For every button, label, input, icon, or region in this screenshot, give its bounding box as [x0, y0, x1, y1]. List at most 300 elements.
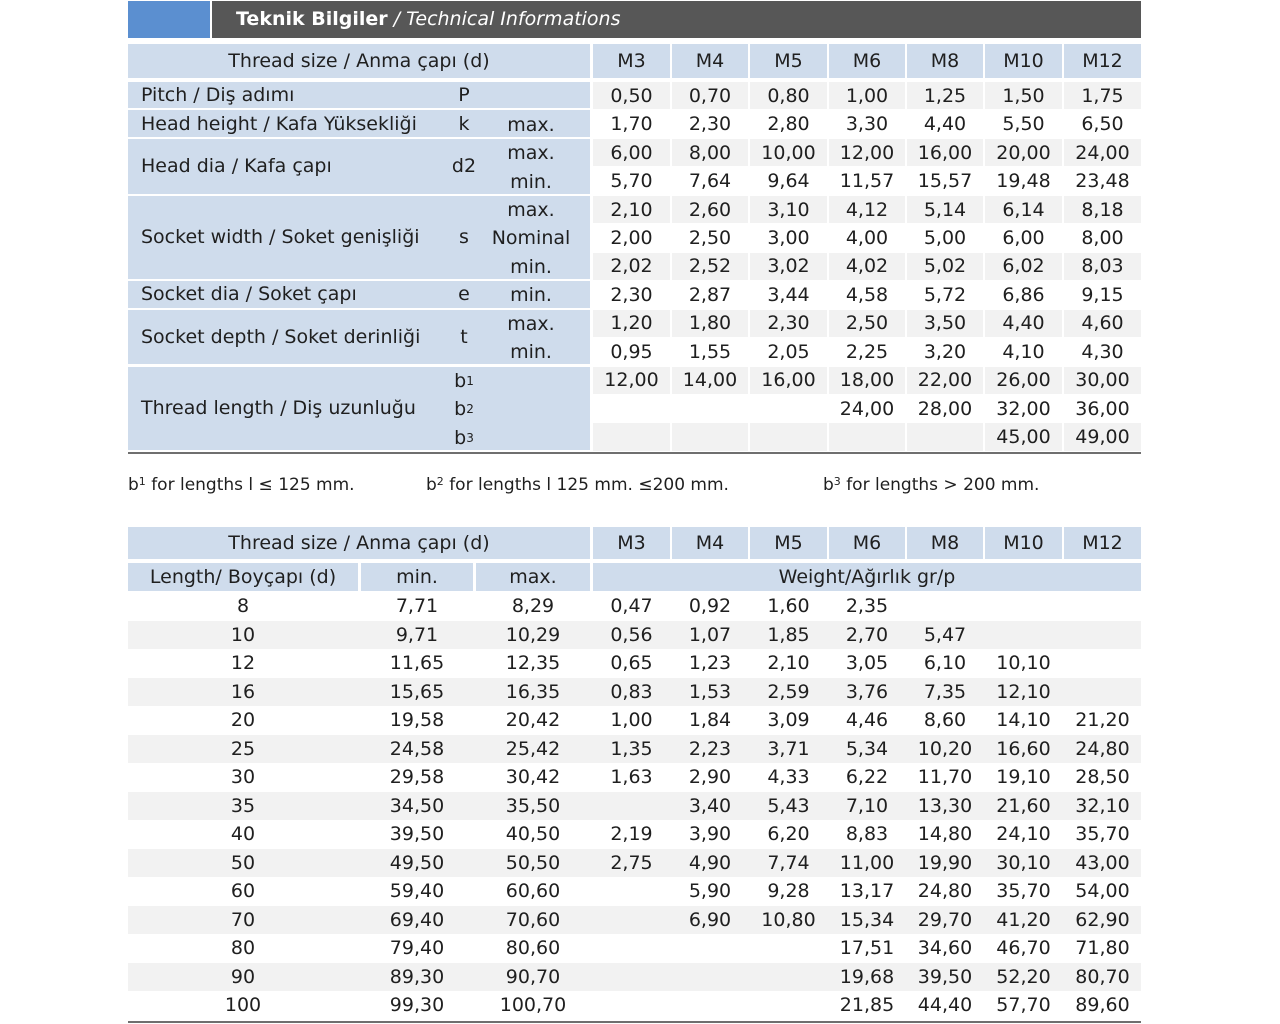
weight-cell: 28,50 — [1075, 766, 1130, 789]
value-cell: 2,10 — [593, 196, 670, 223]
weight-cell — [1064, 649, 1141, 678]
note-b1 — [128, 475, 355, 495]
value-cell: 2,30 — [688, 113, 732, 136]
value-cell: 6,00 — [593, 139, 670, 166]
value-cell: 0,70 — [672, 82, 748, 109]
value-cell: 8,03 — [1064, 253, 1141, 280]
value-cell: 2,02 — [593, 253, 670, 280]
weight-cell: 2,19 — [610, 823, 653, 846]
value-cell: 1,75 — [1064, 82, 1141, 109]
value-cell: 5,00 — [923, 226, 967, 249]
weight-cell: 16,60 — [996, 737, 1051, 760]
value-cell — [750, 395, 827, 422]
weight-cell — [672, 991, 748, 1020]
note-text: for lengths l 125 mm. ≤200 mm. — [443, 475, 729, 495]
value-cell: 3,30 — [845, 113, 889, 136]
weight-cell: 1,60 — [767, 595, 810, 618]
weight-cell: 1,63 — [610, 766, 653, 789]
weight-cell: 7,74 — [767, 851, 810, 874]
weight-cell: 2,70 — [845, 623, 889, 646]
weight-cell: 10,80 — [761, 908, 816, 931]
value-cell: 2,50 — [688, 226, 732, 249]
weight-cell: 43,00 — [1075, 851, 1130, 874]
header-title-en: / Technical Informations — [387, 8, 621, 30]
weight-cell: 2,23 — [688, 737, 732, 760]
param-label: Socket width / Soket genişliği — [128, 196, 590, 279]
length-cell: 50 — [230, 851, 256, 874]
weight-cell: 1,84 — [688, 709, 732, 732]
max-cell: 90,70 — [505, 965, 561, 988]
value-cell — [593, 423, 670, 450]
weight-cell: 89,60 — [1075, 994, 1130, 1017]
weight-cell: 2,10 — [767, 652, 810, 675]
weight-cell — [1064, 621, 1141, 650]
weight-cell: 9,28 — [767, 880, 810, 903]
weight-cell: 5,43 — [767, 794, 810, 817]
weight-cell: 2,59 — [767, 680, 810, 703]
note-b2 — [426, 475, 729, 495]
value-cell — [829, 423, 905, 450]
note-text: for lengths l ≤ 125 mm. — [145, 475, 355, 495]
weight-cell: 44,40 — [917, 994, 973, 1017]
value-cell: 12,00 — [829, 139, 905, 166]
size-header-m4: M4 — [672, 527, 748, 559]
param-label: Socket dia / Soket çapı — [128, 281, 590, 307]
weight-cell: 0,83 — [610, 680, 653, 703]
value-cell — [907, 423, 983, 450]
thread-size-label: Thread size / Anma çapı (d) — [128, 527, 590, 559]
weight-cell: 19,68 — [839, 965, 895, 988]
min-cell: 39,50 — [389, 823, 445, 846]
max-cell: 50,50 — [505, 851, 561, 874]
weight-cell: 2,35 — [845, 595, 889, 618]
value-cell: 14,00 — [672, 367, 748, 394]
weight-cell — [985, 621, 1062, 650]
thread-length-label: Thread length / Diş uzunluğu — [128, 367, 590, 450]
min-cell: 59,40 — [389, 880, 445, 903]
value-cell: 10,00 — [750, 139, 827, 166]
weight-cell: 0,65 — [610, 652, 653, 675]
weight-cell: 7,10 — [845, 794, 889, 817]
param-qualifier: min. — [510, 284, 552, 307]
weight-cell: 2,75 — [610, 851, 653, 874]
value-cell: 6,14 — [985, 196, 1062, 223]
weight-cell: 62,90 — [1075, 908, 1130, 931]
length-cell: 35 — [230, 794, 256, 817]
value-cell: 2,50 — [829, 310, 905, 337]
param-qualifier: min. — [510, 341, 552, 364]
size-header-m5: M5 — [750, 527, 827, 559]
weight-cell: 24,10 — [996, 823, 1051, 846]
weight-cell: 0,92 — [688, 595, 732, 618]
weight-cell: 11,00 — [839, 851, 895, 874]
weight-cell — [593, 792, 670, 821]
length-cell: 20 — [230, 709, 256, 732]
value-cell: 6,02 — [985, 253, 1062, 280]
value-cell: 5,70 — [610, 170, 653, 193]
min-cell: 49,50 — [389, 851, 445, 874]
table-bottom-rule — [128, 452, 1141, 454]
length-cell: 100 — [224, 994, 262, 1017]
length-cell: 90 — [230, 965, 256, 988]
weight-cell: 39,50 — [917, 965, 973, 988]
min-cell: 89,30 — [389, 965, 445, 988]
value-cell: 1,20 — [593, 310, 670, 337]
max-cell: 40,50 — [505, 823, 561, 846]
weight-cell: 7,35 — [923, 680, 967, 703]
min-cell: 24,58 — [389, 737, 445, 760]
weight-cell: 14,10 — [996, 709, 1051, 732]
weight-cell: 46,70 — [996, 937, 1051, 960]
weight-cell — [672, 934, 748, 963]
weight-cell: 10,10 — [996, 652, 1051, 675]
min-cell: 69,40 — [389, 908, 445, 931]
weight-cell: 29,70 — [917, 908, 973, 931]
weight-cell: 52,20 — [996, 965, 1051, 988]
param-qualifier: Nominal — [491, 227, 571, 250]
value-cell: 2,30 — [750, 310, 827, 337]
param-qualifier: min. — [510, 170, 552, 193]
value-cell: 2,80 — [767, 113, 810, 136]
value-cell: 0,80 — [750, 82, 827, 109]
value-cell — [672, 395, 748, 422]
note-text: for lengths > 200 mm. — [840, 475, 1040, 495]
value-cell: 2,52 — [672, 253, 748, 280]
value-cell: 0,95 — [610, 340, 653, 363]
value-cell: 24,00 — [1064, 139, 1141, 166]
thread-length-symbol-base: b — [454, 426, 467, 449]
min-header: min. — [361, 563, 473, 591]
max-cell: 20,42 — [505, 709, 561, 732]
weight-cell: 3,71 — [767, 737, 810, 760]
max-cell: 30,42 — [505, 766, 561, 789]
max-header: max. — [476, 563, 590, 591]
max-cell: 60,60 — [505, 880, 561, 903]
weight-cell: 6,10 — [923, 652, 967, 675]
max-cell: 35,50 — [505, 794, 561, 817]
weight-cell: 24,80 — [1075, 737, 1130, 760]
value-cell — [672, 423, 748, 450]
value-cell: 3,50 — [907, 310, 983, 337]
value-cell: 4,58 — [845, 283, 889, 306]
weight-cell — [750, 934, 827, 963]
weight-cell: 57,70 — [996, 994, 1051, 1017]
max-cell: 12,35 — [505, 652, 561, 675]
header-title-tr: Teknik Bilgiler — [236, 8, 388, 30]
header-accent-block — [128, 1, 210, 38]
max-cell: 8,29 — [511, 595, 555, 618]
value-cell: 3,10 — [750, 196, 827, 223]
weight-cell: 13,17 — [839, 880, 895, 903]
length-cell: 80 — [230, 937, 256, 960]
weight-cell: 15,34 — [839, 908, 895, 931]
max-cell: 16,35 — [505, 680, 561, 703]
note-symbol: b — [426, 475, 437, 495]
value-cell: 4,60 — [1064, 310, 1141, 337]
value-cell: 7,64 — [688, 170, 732, 193]
size-header-m10: M10 — [985, 44, 1062, 78]
weight-header: Weight/Ağırlık gr/p — [593, 563, 1141, 591]
param-symbol: t — [460, 326, 468, 349]
weight-cell — [593, 906, 670, 935]
weight-cell: 41,20 — [996, 908, 1051, 931]
param-symbol: d2 — [451, 155, 477, 178]
weight-cell: 11,70 — [917, 766, 973, 789]
note-symbol: b — [823, 475, 834, 495]
weight-cell: 1,85 — [767, 623, 810, 646]
weight-cell: 8,83 — [845, 823, 889, 846]
size-header-m3: M3 — [593, 527, 670, 559]
weight-cell — [750, 963, 827, 992]
thread-length-symbol — [444, 423, 484, 451]
value-cell: 5,50 — [1002, 113, 1045, 136]
weight-cell — [1064, 678, 1141, 707]
value-cell: 16,00 — [750, 367, 827, 394]
value-cell: 4,30 — [1081, 340, 1124, 363]
value-cell: 4,10 — [1002, 340, 1045, 363]
weight-cell — [907, 592, 983, 621]
weight-cell: 19,10 — [996, 766, 1051, 789]
weight-cell: 1,23 — [688, 652, 732, 675]
value-cell: 15,57 — [917, 170, 973, 193]
length-cell: 70 — [230, 908, 256, 931]
value-cell: 1,00 — [829, 82, 905, 109]
max-cell: 80,60 — [505, 937, 561, 960]
min-cell: 99,30 — [389, 994, 445, 1017]
value-cell: 45,00 — [985, 423, 1062, 450]
param-label: Head dia / Kafa çapı — [128, 139, 590, 194]
weight-cell: 0,47 — [610, 595, 653, 618]
max-cell: 100,70 — [499, 994, 567, 1017]
value-cell — [750, 423, 827, 450]
value-cell: 8,00 — [672, 139, 748, 166]
param-qualifier: min. — [510, 255, 552, 278]
weight-cell: 6,22 — [845, 766, 889, 789]
length-cell: 12 — [230, 652, 256, 675]
value-cell: 12,00 — [593, 367, 670, 394]
thread-length-symbol-base: b — [454, 398, 467, 421]
value-cell: 5,14 — [907, 196, 983, 223]
weight-cell: 5,34 — [845, 737, 889, 760]
weight-cell: 80,70 — [1075, 965, 1130, 988]
weight-cell: 2,90 — [688, 766, 732, 789]
value-cell: 18,00 — [829, 367, 905, 394]
value-cell: 26,00 — [985, 367, 1062, 394]
value-cell: 49,00 — [1064, 423, 1141, 450]
value-cell: 16,00 — [907, 139, 983, 166]
note-sup: 1 — [138, 475, 146, 488]
weight-cell: 4,46 — [845, 709, 889, 732]
header-bar — [212, 1, 1141, 38]
thread-size-label: Thread size / Anma çapı (d) — [128, 44, 590, 78]
value-cell: 9,15 — [1081, 283, 1124, 306]
value-cell: 6,00 — [1002, 226, 1045, 249]
thread-length-symbol — [444, 367, 484, 395]
value-cell: 4,40 — [985, 310, 1062, 337]
value-cell: 4,40 — [923, 113, 967, 136]
value-cell: 2,30 — [610, 283, 653, 306]
weight-cell — [1064, 592, 1141, 621]
weight-cell: 8,60 — [923, 709, 967, 732]
value-cell: 24,00 — [839, 397, 895, 420]
weight-cell: 21,85 — [839, 994, 895, 1017]
min-cell: 79,40 — [389, 937, 445, 960]
value-cell: 1,25 — [907, 82, 983, 109]
param-qualifier: max. — [507, 199, 555, 222]
weight-cell: 54,00 — [1075, 880, 1130, 903]
weight-cell: 10,20 — [917, 737, 973, 760]
min-cell: 15,65 — [389, 680, 445, 703]
value-cell: 9,64 — [767, 170, 810, 193]
weight-cell: 4,33 — [767, 766, 810, 789]
weight-cell: 19,90 — [917, 851, 973, 874]
weight-cell: 1,07 — [688, 623, 732, 646]
weight-cell: 30,10 — [996, 851, 1051, 874]
param-label: Socket depth / Soket derinliği — [128, 310, 590, 365]
min-cell: 7,71 — [395, 595, 439, 618]
weight-cell — [672, 963, 748, 992]
weight-cell — [593, 991, 670, 1020]
note-sup: 3 — [833, 475, 841, 488]
weight-cell: 21,60 — [996, 794, 1051, 817]
thread-length-symbol-base: b — [454, 369, 467, 392]
value-cell: 2,25 — [845, 340, 889, 363]
weight-cell: 1,53 — [688, 680, 732, 703]
weight-cell: 6,20 — [767, 823, 810, 846]
weight-cell: 3,40 — [688, 794, 732, 817]
value-cell: 1,50 — [985, 82, 1062, 109]
value-cell: 4,00 — [845, 226, 889, 249]
size-header-m3: M3 — [593, 44, 670, 78]
length-cell: 40 — [230, 823, 256, 846]
value-cell: 5,02 — [907, 253, 983, 280]
weight-cell: 5,90 — [688, 880, 732, 903]
param-qualifier: max. — [507, 113, 555, 136]
size-header-m8: M8 — [907, 527, 983, 559]
length-cell: 16 — [230, 680, 256, 703]
value-cell: 4,12 — [829, 196, 905, 223]
weight-cell: 3,90 — [688, 823, 732, 846]
param-symbol: s — [459, 226, 469, 249]
param-symbol: P — [458, 84, 470, 107]
weight-cell: 24,80 — [917, 880, 973, 903]
weight-cell: 21,20 — [1075, 709, 1130, 732]
length-cell: 60 — [230, 880, 256, 903]
value-cell: 8,18 — [1064, 196, 1141, 223]
note-symbol: b — [128, 475, 139, 495]
value-cell: 11,57 — [839, 170, 895, 193]
max-cell: 25,42 — [505, 737, 561, 760]
value-cell: 28,00 — [917, 397, 973, 420]
weight-cell — [750, 991, 827, 1020]
value-cell: 19,48 — [996, 170, 1051, 193]
value-cell: 1,80 — [672, 310, 748, 337]
thread-length-symbol — [444, 395, 484, 423]
size-header-m6: M6 — [829, 527, 905, 559]
note-b3 — [823, 475, 1039, 495]
length-cell: 25 — [230, 737, 256, 760]
value-cell: 30,00 — [1064, 367, 1141, 394]
param-symbol: k — [458, 112, 470, 135]
size-header-m4: M4 — [672, 44, 748, 78]
weight-cell: 13,30 — [917, 794, 973, 817]
length-cell: 30 — [230, 766, 256, 789]
weight-cell: 3,76 — [845, 680, 889, 703]
value-cell: 3,02 — [750, 253, 827, 280]
weight-cell: 1,35 — [610, 737, 653, 760]
value-cell: 1,70 — [610, 113, 653, 136]
value-cell: 2,00 — [610, 226, 653, 249]
weight-cell: 1,00 — [610, 709, 653, 732]
param-label: Pitch / Diş adımı — [128, 82, 590, 108]
max-cell: 70,60 — [505, 908, 561, 931]
length-header: Length/ Boyçapı (d) — [128, 563, 358, 591]
length-cell: 10 — [230, 623, 256, 646]
value-cell: 23,48 — [1075, 170, 1130, 193]
min-cell: 34,50 — [389, 794, 445, 817]
size-header-m10: M10 — [985, 527, 1062, 559]
weight-cell — [985, 592, 1062, 621]
note-sup: 2 — [436, 475, 444, 488]
value-cell: 3,44 — [767, 283, 810, 306]
weight-cell: 35,70 — [996, 880, 1051, 903]
value-cell — [593, 395, 670, 422]
thread-length-symbol-sub: 3 — [466, 430, 474, 445]
min-cell: 11,65 — [389, 652, 445, 675]
min-cell: 9,71 — [395, 623, 439, 646]
size-header-m5: M5 — [750, 44, 827, 78]
value-cell: 3,00 — [767, 226, 810, 249]
weight-cell: 17,51 — [839, 937, 895, 960]
thread-length-symbol-sub: 1 — [466, 373, 474, 388]
param-qualifier: max. — [507, 142, 555, 165]
size-header-m12: M12 — [1064, 44, 1141, 78]
weight-cell: 71,80 — [1075, 937, 1130, 960]
weight-cell: 14,80 — [917, 823, 973, 846]
value-cell: 3,20 — [923, 340, 967, 363]
weight-cell — [593, 963, 670, 992]
weight-cell: 6,90 — [688, 908, 732, 931]
size-header-m12: M12 — [1064, 527, 1141, 559]
weight-cell: 3,05 — [845, 652, 889, 675]
value-cell: 32,00 — [996, 397, 1051, 420]
value-cell: 2,05 — [767, 340, 810, 363]
weight-cell: 3,09 — [767, 709, 810, 732]
thread-length-symbol-sub: 2 — [466, 402, 474, 417]
param-label: Head height / Kafa Yüksekliği — [128, 110, 590, 136]
value-cell: 2,60 — [672, 196, 748, 223]
weight-cell: 12,10 — [996, 680, 1051, 703]
value-cell: 0,50 — [593, 82, 670, 109]
weight-cell: 4,90 — [688, 851, 732, 874]
value-cell: 36,00 — [1075, 397, 1130, 420]
weight-cell: 0,56 — [610, 623, 653, 646]
weight-cell — [593, 934, 670, 963]
weight-cell: 5,47 — [923, 623, 967, 646]
weight-cell — [593, 877, 670, 906]
value-cell: 22,00 — [907, 367, 983, 394]
min-cell: 29,58 — [389, 766, 445, 789]
size-header-m8: M8 — [907, 44, 983, 78]
value-cell: 2,87 — [688, 283, 732, 306]
param-symbol: e — [458, 283, 470, 306]
table-bottom-rule — [128, 1021, 1141, 1023]
length-cell: 8 — [236, 595, 250, 618]
value-cell: 5,72 — [923, 283, 967, 306]
value-cell: 6,86 — [1002, 283, 1045, 306]
max-cell: 10,29 — [505, 623, 561, 646]
weight-cell: 34,60 — [917, 937, 973, 960]
